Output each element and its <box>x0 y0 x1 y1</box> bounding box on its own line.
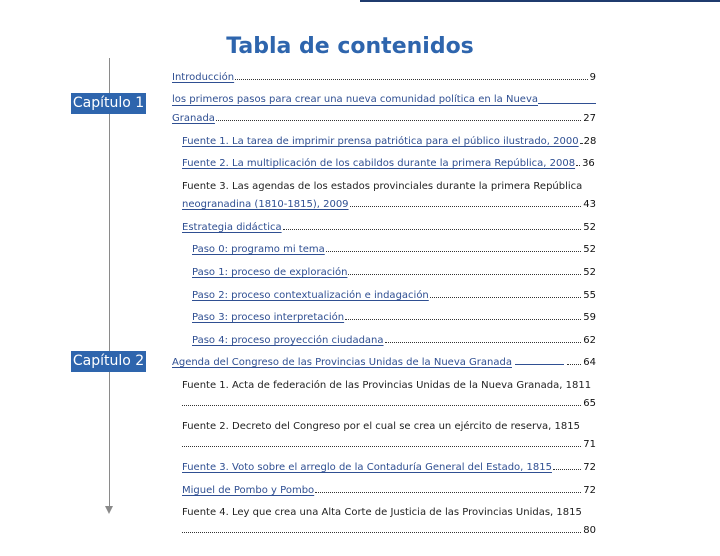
toc-entry[interactable]: Paso 2: proceso contextualización e indagación 55 <box>192 290 596 301</box>
toc-entry[interactable]: Fuente 2. La multiplicación de los cabildos durante la primera República, 2008 36 <box>182 158 595 169</box>
toc-entry[interactable]: Fuente 1. La tarea de imprimir prensa patriótica para el público ilustrado, 2000 28 <box>182 136 597 147</box>
toc-entry[interactable]: Miguel de Pombo y Pombo 72 <box>182 485 596 496</box>
toc-entry[interactable]: Paso 3: proceso interpretación 59 <box>192 312 596 323</box>
toc-entry[interactable]: Fuente 2. Decreto del Congreso por el cual se crea un ejército de reserva, 1815 <box>182 421 580 432</box>
chapter-1-badge: Capítulo 1 <box>71 93 146 114</box>
toc-entry[interactable]: Estrategia didáctica 52 <box>182 222 596 233</box>
toc-entry-cont: 80 <box>182 520 596 536</box>
toc-entry[interactable]: Agenda del Congreso de las Provincias Unidas de la Nueva Granada 64 <box>172 357 596 368</box>
chapter-2-badge: Capítulo 2 <box>71 351 146 372</box>
toc-entry[interactable]: Fuente 3. Las agendas de los estados provinciales durante la primera República <box>182 181 583 192</box>
toc-entry-cont[interactable]: Granada 27 <box>172 113 596 124</box>
toc-entry[interactable]: Introducción 9 <box>172 72 596 83</box>
toc-entry-cont: 71 <box>182 434 596 450</box>
top-rule <box>360 0 720 2</box>
toc-entry-cont: 65 <box>182 393 596 409</box>
toc-entry[interactable]: los primeros pasos para crear una nueva comunidad política en la Nueva <box>172 90 596 106</box>
toc-entry[interactable]: Paso 0: programo mi tema 52 <box>192 244 596 255</box>
toc-entry[interactable]: Fuente 1. Acta de federación de las Provincias Unidas de la Nueva Granada, 1811 <box>182 380 592 391</box>
page-title: Tabla de contenidos <box>226 34 474 59</box>
timeline-arrow-icon <box>105 506 113 514</box>
toc-entry-cont[interactable]: neogranadina (1810-1815), 2009 43 <box>182 199 596 210</box>
toc-entry[interactable]: Fuente 3. Voto sobre el arreglo de la Contaduría General del Estado, 1815 72 <box>182 462 596 473</box>
toc-entry[interactable]: Paso 4: proceso proyección ciudadana 62 <box>192 335 596 346</box>
timeline-line <box>109 58 110 508</box>
toc-entry[interactable]: Paso 1: proceso de exploración 52 <box>192 267 596 278</box>
toc-entry[interactable]: Fuente 4. Ley que crea una Alta Corte de Justicia de las Provincias Unidas, 1815 <box>182 507 582 518</box>
